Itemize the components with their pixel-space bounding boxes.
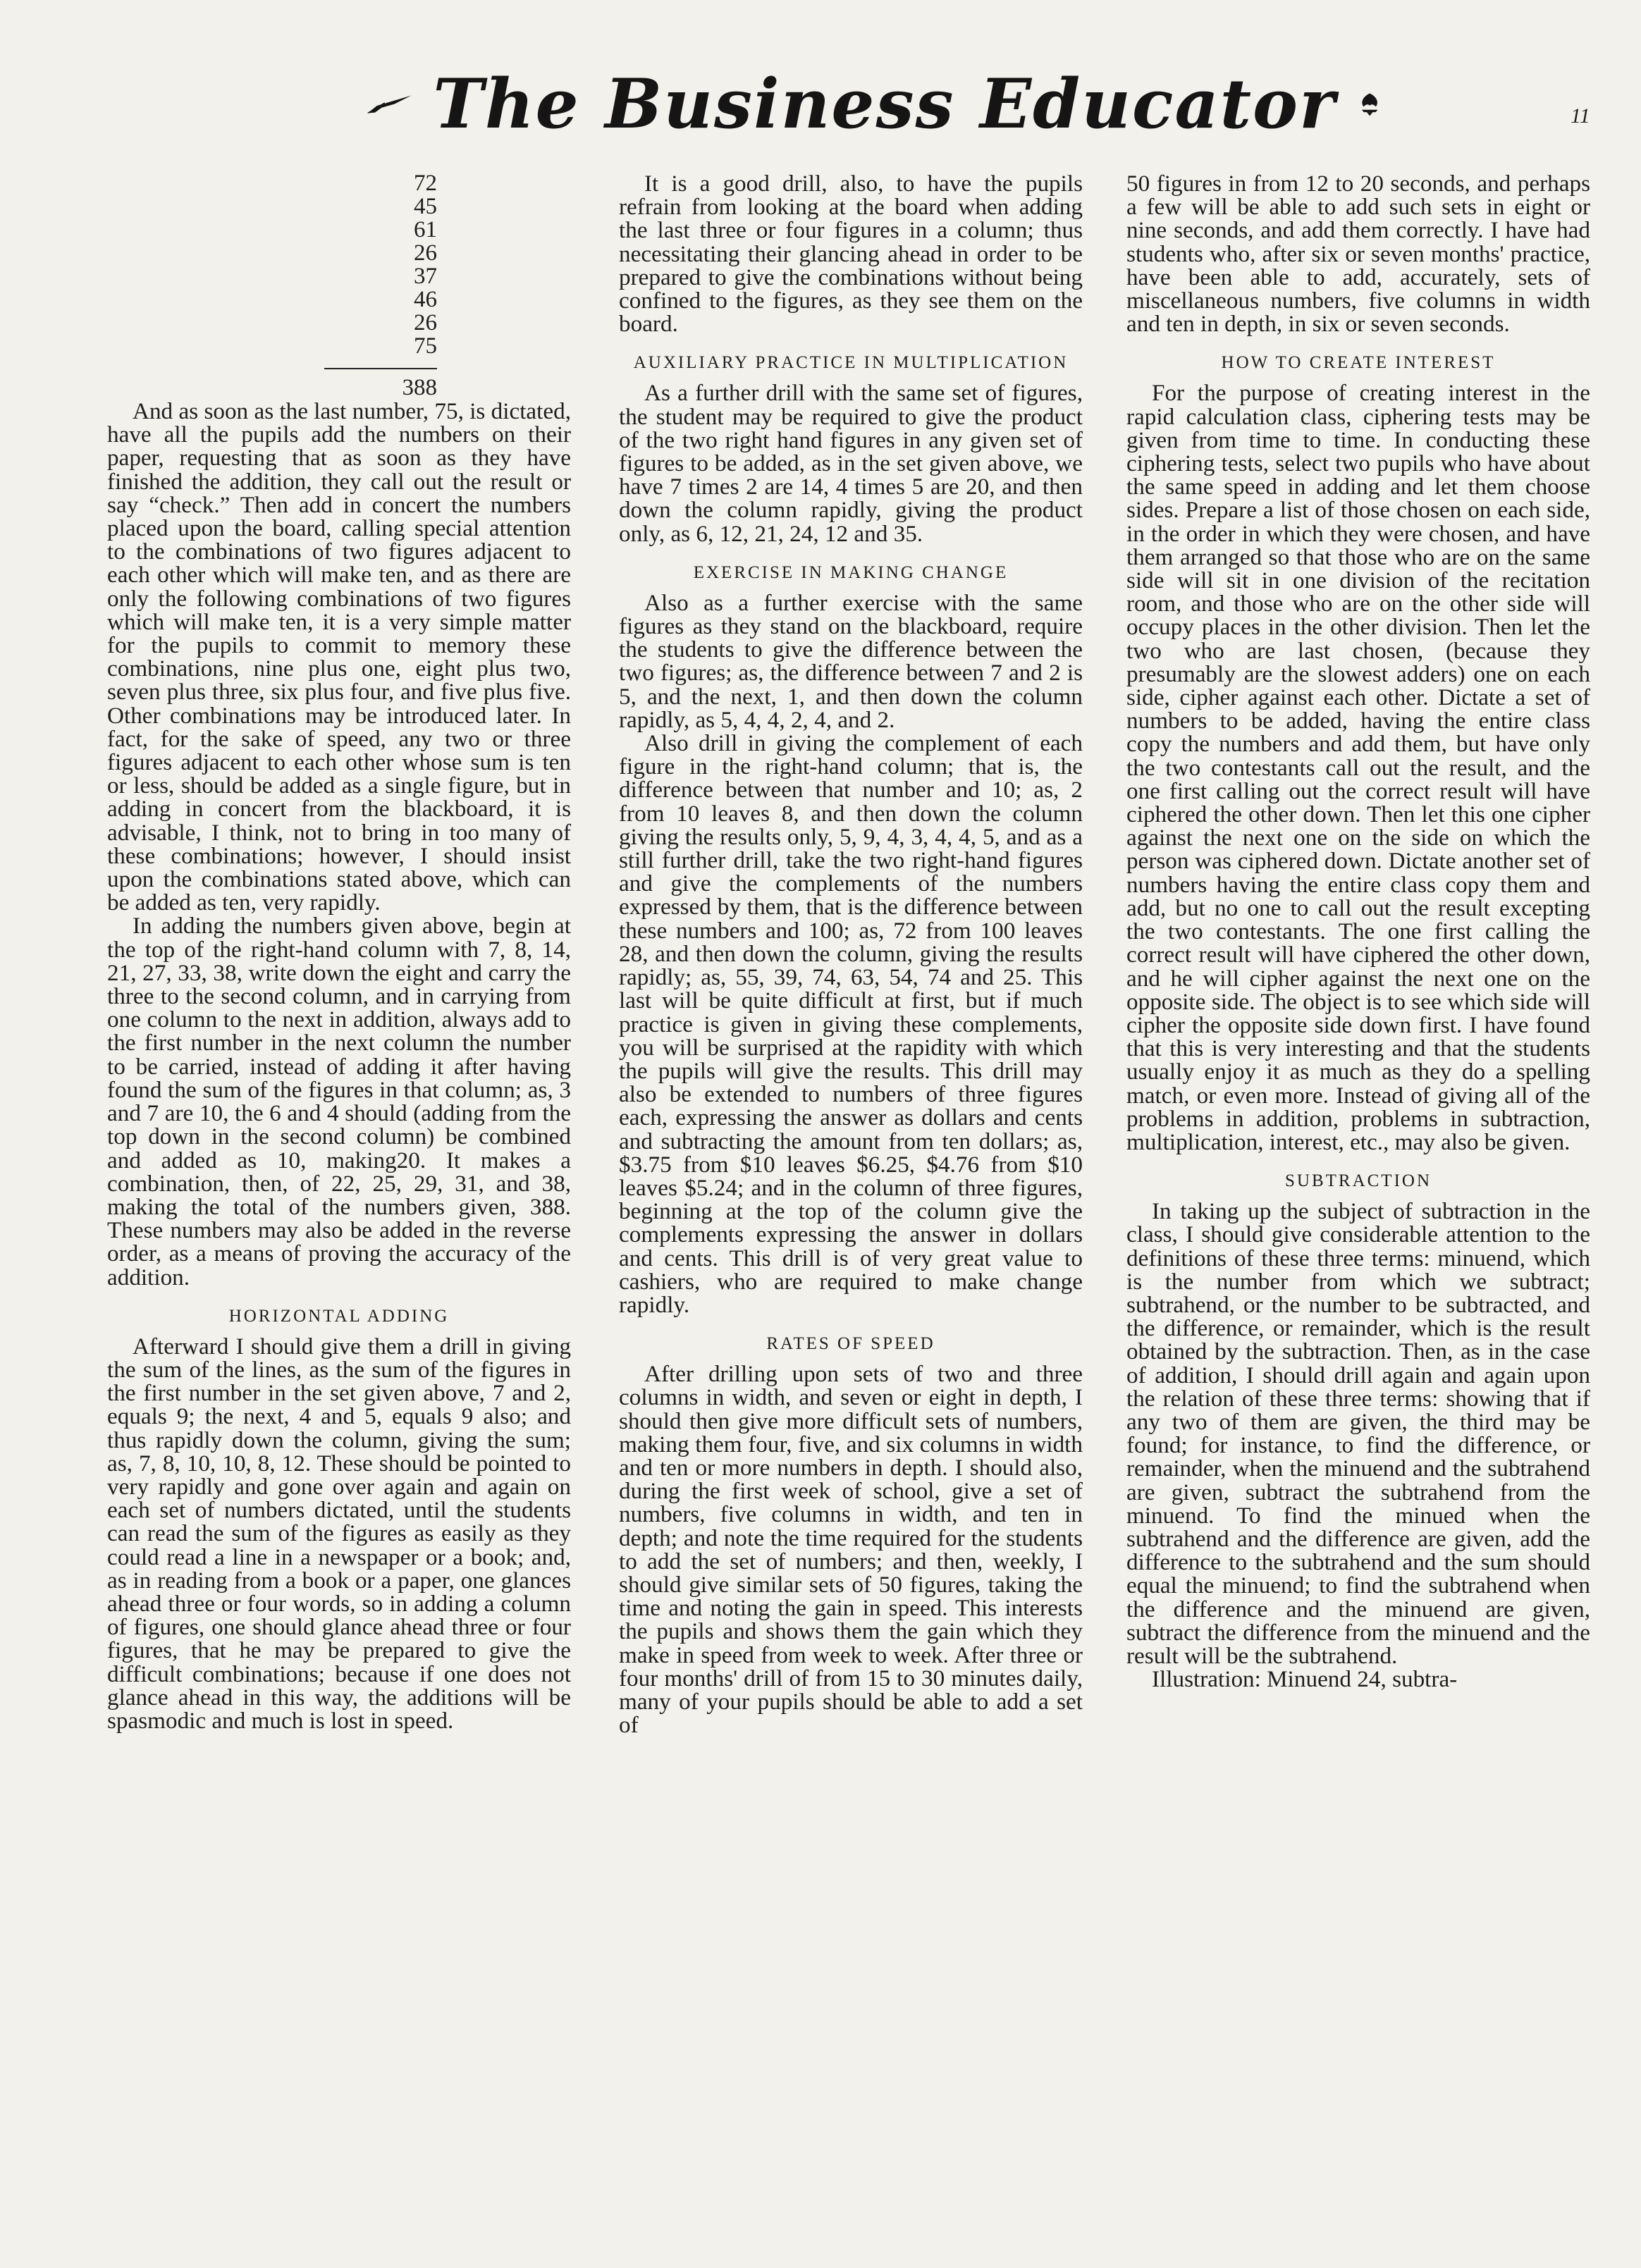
paragraph: Illustration: Minuend 24, subtra-: [1152, 1666, 1458, 1693]
paragraph: Afterward I should give them a drill in giving the sum of the lines, as the sum of the figures in the first number in the set given above, 7 and 2, equals 9; the next, 4 and 5, equals 9 also; and thus rapidly down the column, giving the sum; as, 7, 8, 10, 10, 8, 12. These should be pointed to very rapidly and gone over again and again on each set of numbers dictated, until the students can read the sum of the figures as easily as they could read a line in a newspaper or a book; and, as in reading from a book or a paper, one glances ahead three or four words, so in adding a column of figures, one should glance ahead three or four figures, that he may be prepared to give the difficult combinations; because if one does not glance ahead in this way, the additions will be spasmodic and much is lost in speed.: [107, 1333, 571, 1734]
paragraph: And as soon as the last number, 75, is dictated, have all the pupils add the numbers on their paper, requesting that as soon as they have finished the addition, they call out the result or say “check.” Then add in concert the numbers placed upon the board, calling special attention to the combinations of two figures adjacent to each other which will make ten, and as there are only the following combinations of two figures which will make ten, it is a very simple matter for the pupils to commit to memory these combinations, nine plus one, eight plus two, seven plus three, six plus four, and five plus five. Other combinations may be introduced later. In fact, for the sake of speed, any two or three figures adjacent to each other whose sum is ten or less, should be added as a single figure, but in adding in concert from the blackboard, it is advisable, I think, not to bring in too many of these combinations; however, I should insist upon the combinations stated above, which can be added as ten, very rapidly.: [107, 398, 571, 916]
column-3: [1126, 172, 1590, 1691]
addend: 75: [414, 333, 437, 359]
paragraph: Also drill in giving the complement of each figure in the right-hand column; that is, the difference between that number and 10; as, 2 from 10 leaves 8, and then down the column giving the results only, 5, 9, 4, 3, 4, 4, 5, and as a still further drill, take the two right-hand figures and give the complements of the numbers expressed by them, that is the difference between these numbers and 100; as, 72 from 100 leaves 28, and then down the column, giving the results rapidly; as, 55, 39, 74, 63, 54, 74 and 25. This last will be quite difficult at first, but if much practice is given in giving these complements, you will be surprised at the rapidity with which the pupils will give the results. This drill may also be extended to numbers of three figures each, expressing the answer as dollars and cents and subtracting the amount from ten dollars; as, $3.75 from $10 leaves $6.25, $4.76 from $10 leaves $5.24; and in the column of three figures, beginning at the top of the column give the complements expressing the answer in dollars and cents. This drill is of very great value to cashiers, who are required to make change rapidly.: [619, 730, 1083, 1318]
addend: 72: [414, 171, 437, 196]
column-1: [107, 172, 571, 1732]
addition-total: 388: [324, 368, 437, 400]
addend: 45: [414, 194, 437, 219]
paragraph: 50 figures in from 12 to 20 seconds, and perhaps a few will be able to add such sets in eight or nine seconds, and add them correctly. I have had students who, after six or seven months' practice, have been able to add, accurately, sets of miscellaneous numbers, five columns in width and ten in depth, in six or seven seconds.: [1126, 171, 1590, 338]
paragraph: As a further drill with the same set of figures, the student may be required to give the product of the two right hand figures in any given set of figures to be added, as in the set given above, we have 7 times 2 are 14, 4 times 5 are 20, and then down the column rapidly, giving the product only, as 6, 12, 21, 24, 12 and 35.: [619, 380, 1083, 547]
ornament-icon: [1358, 76, 1382, 132]
paragraph: In taking up the subject of subtraction in the class, I should give considerable attention to the definitions of these three terms: minuend, which is the number from which we subtract; subtrahend, or the number to be subtracted, and the difference, or remainder, which is the result obtained by the subtraction. Then, as in the case of addition, I should drill again and again upon the relation of these three terms: showing that if any two of them are given, the third may be found; for instance, to find the difference, or remainder, when the minuend and the subtrahend are given, subtract the subtrahend from the minuend. To find the minued when the subtrahend and the difference are given, add the difference to the subtrahend and the sum should equal the minuend; to find the subtrahend when the difference and the minuend are given, subtract the difference from the minuend and the result will be the subtrahend.: [1126, 1198, 1590, 1669]
addend: 26: [414, 310, 437, 335]
column-2: [619, 172, 1083, 1737]
section-heading: AUXILIARY PRACTICE IN MULTIPLICATION: [633, 353, 1069, 373]
section-heading: EXERCISE IN MAKING CHANGE: [693, 562, 1009, 582]
masthead: [367, 62, 1382, 147]
addition-example: [324, 172, 437, 400]
paragraph: It is a good drill, also, to have the pupils refrain from looking at the board when adding the last three or four figures in a column; thus necessitating their glancing ahead in order to be prepared to give the combinations without being confined to the figures, as they see them on the board.: [619, 171, 1083, 338]
page-number: 11: [1571, 104, 1590, 128]
section-heading: HOW TO CREATE INTEREST: [1221, 353, 1496, 373]
paragraph: In adding the numbers given above, begin at the top of the right-hand column with 7, 8, 14, 21, 27, 33, 38, write down the eight and carry the three to the second column, and in carrying from one column to the next in addition, always add to the first number in the next column the number to be carried, instead of adding it after having found the sum of the figures in that column; as, 3 and 7 are 10, the 6 and 4 should (adding from the top down in the second column) be combined and added as 10, making20. It makes a combination, then, of 22, 25, 29, 31, and 38, making the total of the numbers given, 388. These numbers may also be added in the reverse order, as a means of proving the accuracy of the addition.: [107, 913, 571, 1290]
addend: 37: [414, 264, 437, 289]
masthead-title: The Business Educator: [433, 64, 1336, 144]
addend: 26: [414, 240, 437, 266]
paragraph: For the purpose of creating interest in the rapid calculation class, ciphering tests may be given from time to time. In conducting these ciphering tests, select two pupils who have about the same speed in adding and let them choose sides. Prepare a list of those chosen on each side, in the order in which they were chosen, and have them arranged so that those who are on the same side will sit in one division of the recitation room, and those who are on the other side will occupy places in the other division. Then let the two who are last chosen, (because they presumably are the slowest adders) one on each side, cipher against each other. Dictate a set of numbers to be added, having the entire class copy the numbers and add them, but have only the two contestants call out the result, and the one first calling out the correct result will have ciphered the other down. Then let this one cipher against the next one on the side on which the person was ciphered down. Dictate another set of numbers having the entire class copy them and add, but no one to call out the result excepting the two contestants. The one first calling the correct result will have ciphered the other down, and he will cipher against the next one on the opposite side. The object is to see which side will cipher the opposite side down first. I have found that this is very interesting and that the students usually enjoy it as much as they do a spelling match, or even more. Instead of giving all of the problems in addition, problems in subtraction, multiplication, interest, etc., may also be given.: [1126, 380, 1590, 1155]
paragraph: Also as a further exercise with the same figures as they stand on the blackboard, require the students to give the difference between the two figures; as, the difference between 7 and 2 is 5, and the next, 1, and then down the column rapidly, as 5, 4, 4, 2, 4, and 2.: [619, 589, 1083, 733]
quill-pen-icon: [367, 80, 412, 129]
section-heading: SUBTRACTION: [1284, 1171, 1432, 1191]
section-heading: HORIZONTAL ADDING: [228, 1306, 450, 1326]
section-heading: RATES OF SPEED: [766, 1334, 935, 1354]
addend: 46: [414, 287, 437, 312]
addend: 61: [414, 217, 437, 242]
paragraph: After drilling upon sets of two and three columns in width, and seven or eight in depth, I should then give more difficult sets of numbers, making them four, five, and six columns in width and ten or more numbers in depth. I should also, during the first week of school, give a set of numbers, five columns in width, and ten in depth; and note the time required for the students to add the set of numbers; and then, weekly, I should give similar sets of 50 figures, taking the time and noting the gain in speed. This interests the pupils and shows them the gain which they make in speed from week to week. After three or four months' drill of from 15 to 30 minutes daily, many of your pupils should be able to add a set of: [619, 1361, 1083, 1739]
